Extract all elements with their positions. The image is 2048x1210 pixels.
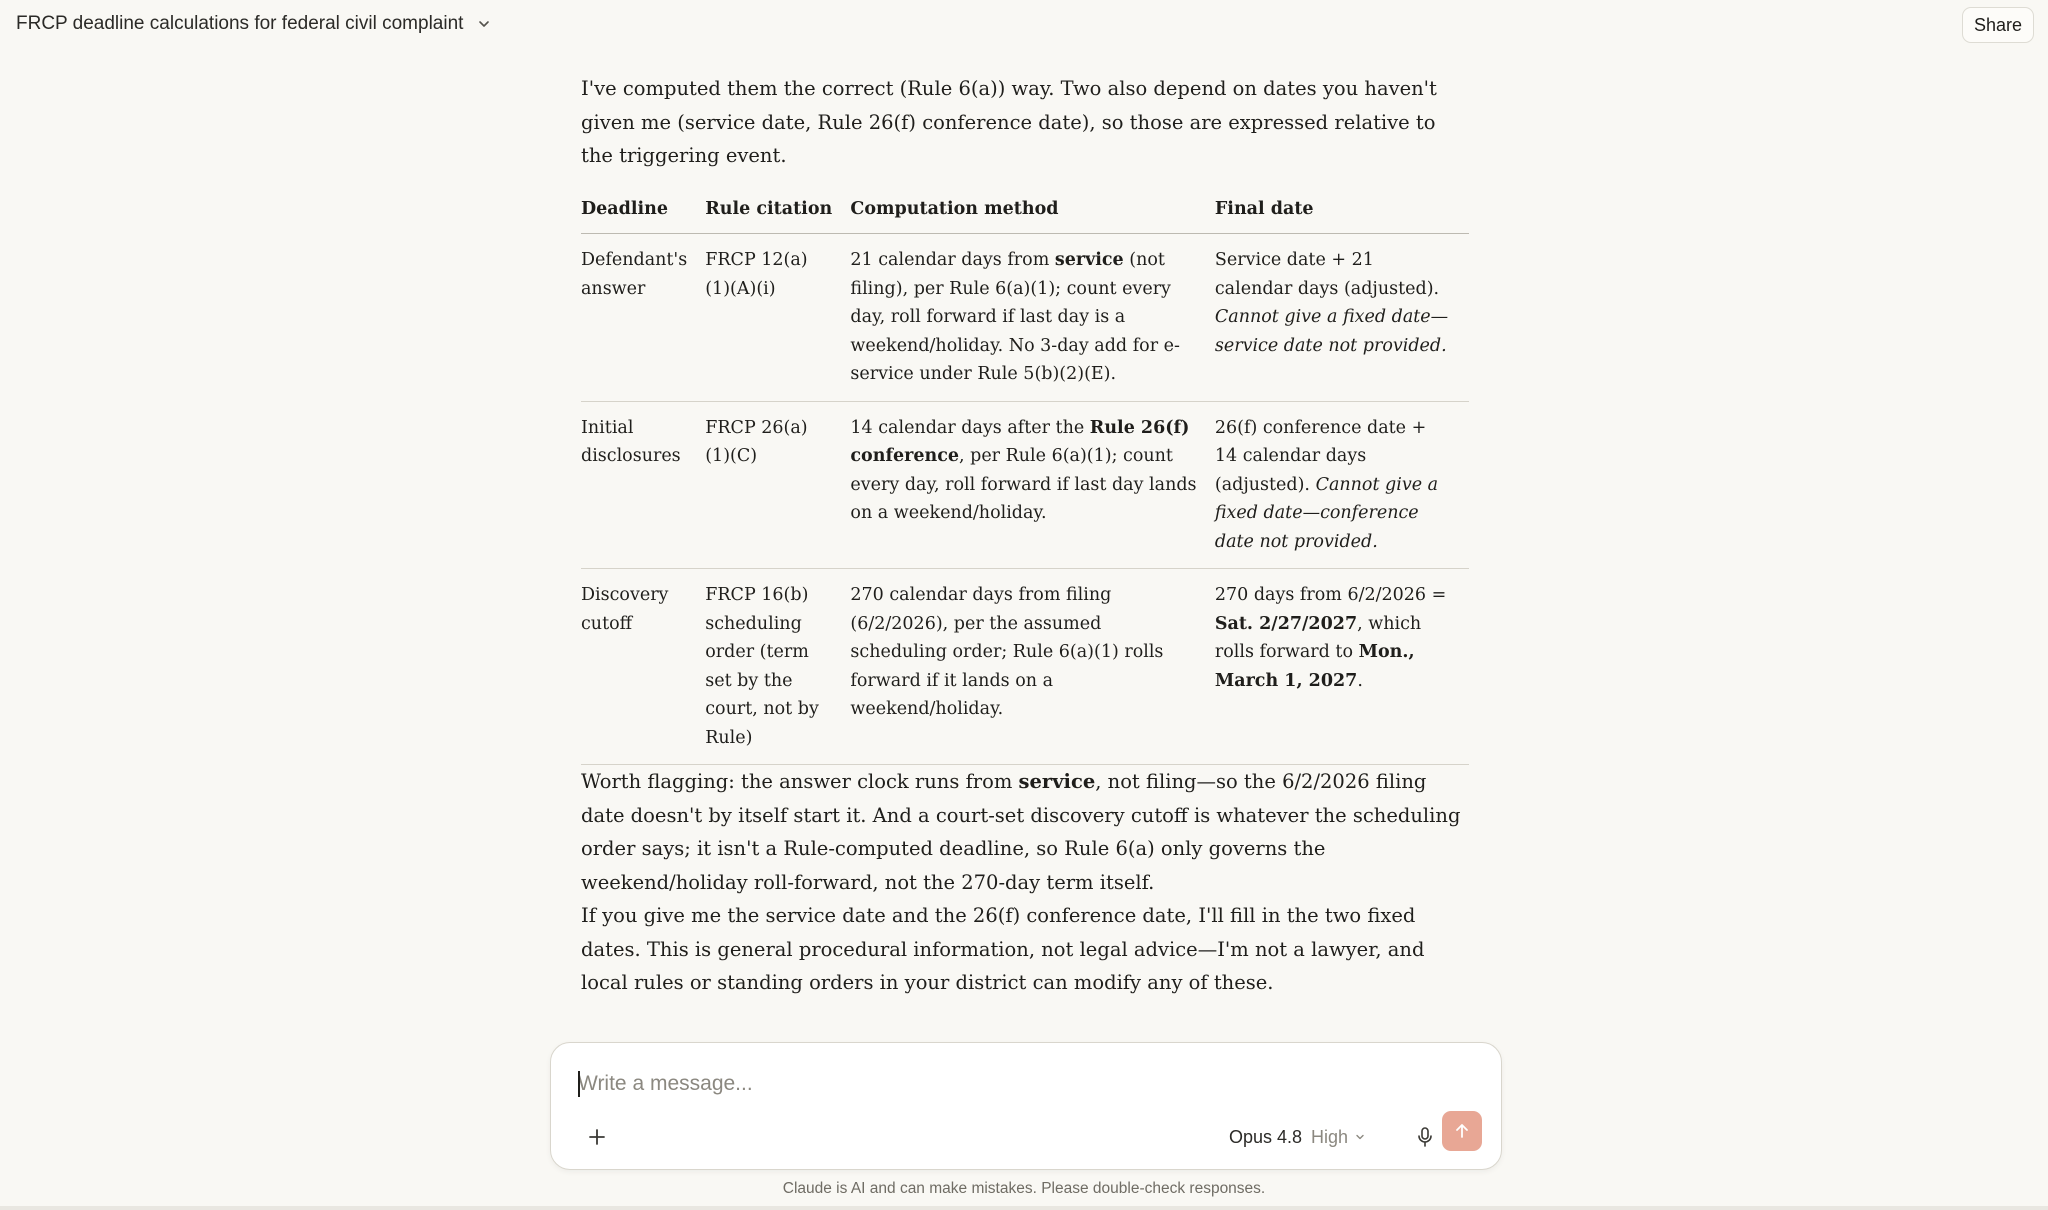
text-run: 270 calendar days from filing (6/2/2026), per the assumed scheduling order; Rule 6(a)(1) rolls forward if it lands on a weekend/holiday. [850, 585, 1164, 719]
conversation-title: FRCP deadline calculations for federal civil complaint [16, 13, 464, 34]
text-run: 21 calendar days from [850, 250, 1055, 270]
model-name: Opus 4.8 [1229, 1126, 1303, 1147]
citation-cell: FRCP 16(b) scheduling order (term set by the court, not by Rule) [705, 569, 850, 765]
text-run: , per Rule 6(a)(1); count every day, roll forward if last day lands on a weekend/holiday. [850, 446, 1197, 523]
message-composer [550, 1042, 1502, 1170]
final-date-cell [1215, 569, 1469, 765]
final-date-cell [1215, 234, 1469, 402]
send-button[interactable] [1442, 1111, 1482, 1151]
text-run: , which rolls forward to [1214, 613, 1422, 662]
bottom-divider [0, 1206, 2048, 1210]
bold-text: Mon., March 1, 2027 [1214, 642, 1415, 691]
top-bar [0, 0, 2048, 50]
text-run: 14 calendar days after the [850, 417, 1090, 438]
citation-cell: FRCP 26(a)(1)(C) [705, 401, 850, 569]
text-run: . [1357, 670, 1363, 691]
microphone-icon [1415, 1126, 1435, 1148]
flagging-paragraph [581, 765, 1469, 899]
intro-paragraph: I've computed them the correct (Rule 6(a)) way. Two also depend on dates you haven't given me (service date, Rule 26(f) conference date), so those are expressed relative to the triggering event. [581, 77, 1437, 167]
deadline-cell: Discovery cutoff [581, 569, 705, 765]
conversation-title-menu[interactable] [16, 12, 491, 36]
italic-text: Cannot give a fixed date—conference date not provided. [1214, 474, 1439, 552]
text-run: 26(f) conference date + 14 calendar days (adjusted). [1214, 417, 1427, 495]
effort-level: High [1311, 1126, 1349, 1147]
final-date-cell [1215, 401, 1469, 569]
column-header-computation-method: Computation method [850, 195, 1214, 234]
column-header-rule-citation: Rule citation [705, 195, 850, 234]
bold-text: Sat. 2/27/2027 [1214, 613, 1358, 634]
column-header-deadline: Deadline [581, 195, 705, 234]
bold-text: Rule 26(f) conference [850, 417, 1190, 466]
deadline-cell: Initial disclosures [581, 401, 705, 569]
plus-icon [587, 1127, 607, 1147]
text-run: 270 days from 6/2/2026 = [1214, 585, 1447, 605]
table-row [581, 401, 1469, 569]
text-run: Worth flagging: the answer clock runs from [581, 770, 1019, 793]
voice-button[interactable] [1409, 1121, 1441, 1153]
method-cell [850, 569, 1214, 765]
citation-cell: FRCP 12(a)(1)(A)(i) [705, 234, 850, 402]
chevron-down-icon [477, 17, 491, 31]
text-run: Service date + 21 calendar days (adjusted). [1214, 250, 1440, 299]
table-row [581, 569, 1469, 765]
share-button[interactable]: Share [1962, 7, 2034, 43]
deadlines-table [581, 195, 1469, 766]
text-caret [578, 1071, 580, 1097]
method-cell [850, 234, 1214, 402]
disclaimer-paragraph: If you give me the service date and the 26(f) conference date, I'll fill in the two fixed dates. This is general procedural information, not legal advice—I'm not a lawyer, and local rules or standing orders in your district can modify any of these. [581, 904, 1425, 994]
method-cell [850, 401, 1214, 569]
bold-text: service [1018, 770, 1096, 793]
text-run: (not filing), per Rule 6(a)(1); count every day, roll forward if last day is a weekend/holiday. No 3-day add for e-service under Rule 5(b)(2)(E). [850, 250, 1180, 384]
italic-text: Cannot give a fixed date—service date not provided. [1214, 307, 1449, 356]
assistant-message [581, 72, 1469, 1000]
effort-selector[interactable] [1311, 1127, 1366, 1148]
chevron-down-icon [1354, 1131, 1366, 1143]
model-selector[interactable] [1229, 1120, 1366, 1154]
column-header-final-date: Final date [1215, 195, 1469, 234]
bold-text: service [1054, 250, 1124, 270]
text-run: , not filing—so the 6/2/2026 filing date doesn't by itself start it. And a court-set discovery cutoff is whatever the scheduling order says; it isn't a Rule-computed deadline, so Rule 6(a) only governs the weekend/holiday roll-forward, not the 270-day term itself. [581, 770, 1461, 894]
arrow-up-icon [1453, 1122, 1471, 1140]
message-input[interactable] [578, 1069, 1458, 1099]
table-header-row [581, 195, 1469, 234]
footer-disclaimer: Claude is AI and can make mistakes. Please double-check responses. [782, 1180, 1266, 1197]
deadline-cell: Defendant's answer [581, 234, 705, 402]
table-row [581, 234, 1469, 402]
attach-button[interactable] [581, 1121, 613, 1153]
